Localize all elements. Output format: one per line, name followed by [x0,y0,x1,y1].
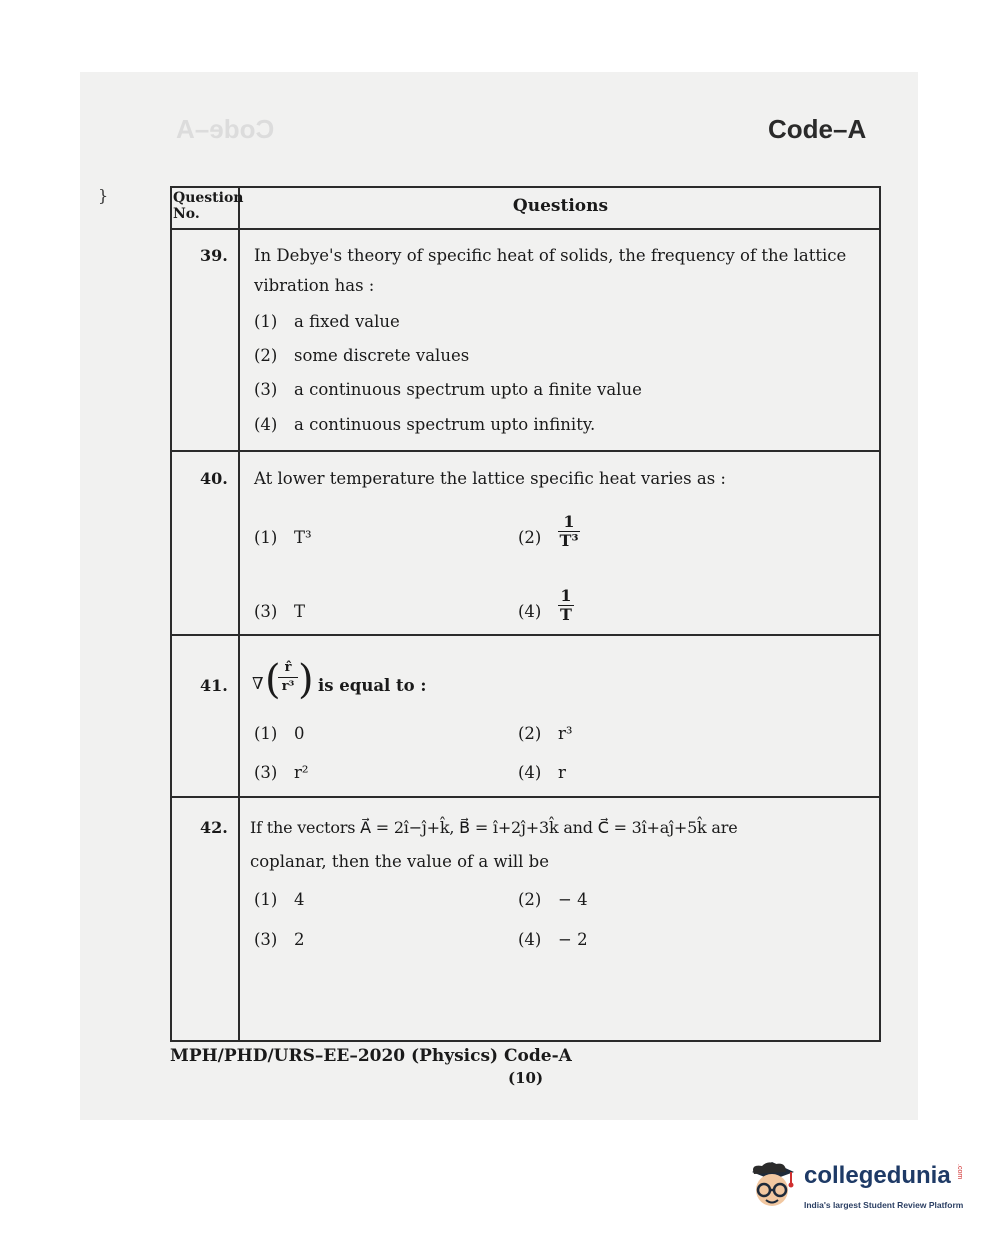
logo-wordmark: collegedunia [804,1162,951,1189]
option-label: (1) [254,890,278,909]
option-label: (1) [254,312,278,331]
row-rule [172,796,879,798]
question-number: 40. [200,469,228,488]
bleed-through-code: Code–A [176,114,275,144]
row-rule [172,634,879,636]
column-header-qno: Question No. [173,190,244,222]
row-rule [172,450,879,452]
option-label: (4) [518,763,542,782]
option-label: (3) [254,930,278,949]
option-text: a continuous spectrum upto a finite value [294,380,642,399]
question-stem: In Debye's theory of specific heat of solids, the frequency of the lattice [254,246,847,265]
option-text: some discrete values [294,346,470,365]
option-text: T [294,602,306,621]
option-text: a continuous spectrum upto infinity. [294,415,596,434]
option-label: (2) [254,346,278,365]
question-number: 42. [200,818,228,837]
option-text: T³ [294,528,312,547]
option-text: r³ [558,724,573,743]
option-label: (4) [518,602,542,621]
question-number: 41. [200,676,228,695]
option-label: (2) [518,528,542,547]
question-stem: If the vectors A⃗ = 2î−ĵ+k̂, B⃗ = î+2ĵ+3k̂ and C⃗ = 3î+aĵ+5k̂ are [250,818,738,837]
option-text: 4 [294,890,305,909]
left-paren: ( [265,657,281,703]
option-text: − 4 [558,890,588,909]
option-text: − 2 [558,930,588,949]
logo-domain: .com [956,1164,963,1180]
option-text: r² [294,763,309,782]
fraction-denominator: T³ [559,531,579,550]
column-header-questions: Questions [512,196,609,216]
option-label: (3) [254,763,278,782]
column-divider [238,188,240,1040]
option-text: 2 [294,930,305,949]
fraction-numerator: 1 [560,586,572,605]
option-label: (1) [254,528,278,547]
header-rule [172,228,879,230]
question-stem: At lower temperature the lattice specific heat varies as : [254,469,726,488]
option-label: (3) [254,380,278,399]
question-stem: vibration has : [254,276,375,295]
fraction-denominator: T [560,605,572,624]
option-text: 0 [294,724,305,743]
question-table [170,186,881,1042]
nabla-operator: ∇ [252,674,264,693]
fraction-denominator: r³ [281,679,295,694]
paper-code: Code–A [768,114,867,144]
question-stem: is equal to : [318,676,427,695]
option-text: a fixed value [294,312,400,331]
fraction-numerator: r̂ [284,660,292,675]
option-label: (4) [518,930,542,949]
option-label: (3) [254,602,278,621]
option-text: r [558,763,566,782]
exam-footer: MPH/PHD/URS–EE–2020 (Physics) Code-A [170,1046,572,1066]
page-number: (10) [508,1069,544,1087]
right-paren: ) [298,657,314,703]
collegedunia-logo[interactable] [742,1158,972,1222]
option-label: (2) [518,724,542,743]
fraction [558,588,574,623]
option-label: (2) [518,890,542,909]
fraction [278,660,298,695]
fraction-bar [278,677,298,678]
mascot-icon [742,1158,802,1222]
fraction [558,514,580,549]
margin-mark: } [98,186,109,205]
option-label: (4) [254,415,278,434]
option-label: (1) [254,724,278,743]
logo-tagline: India's largest Student Review Platform [804,1200,964,1210]
question-number: 39. [200,246,228,265]
fraction-numerator: 1 [563,512,575,531]
question-stem: coplanar, then the value of a will be [250,852,550,871]
